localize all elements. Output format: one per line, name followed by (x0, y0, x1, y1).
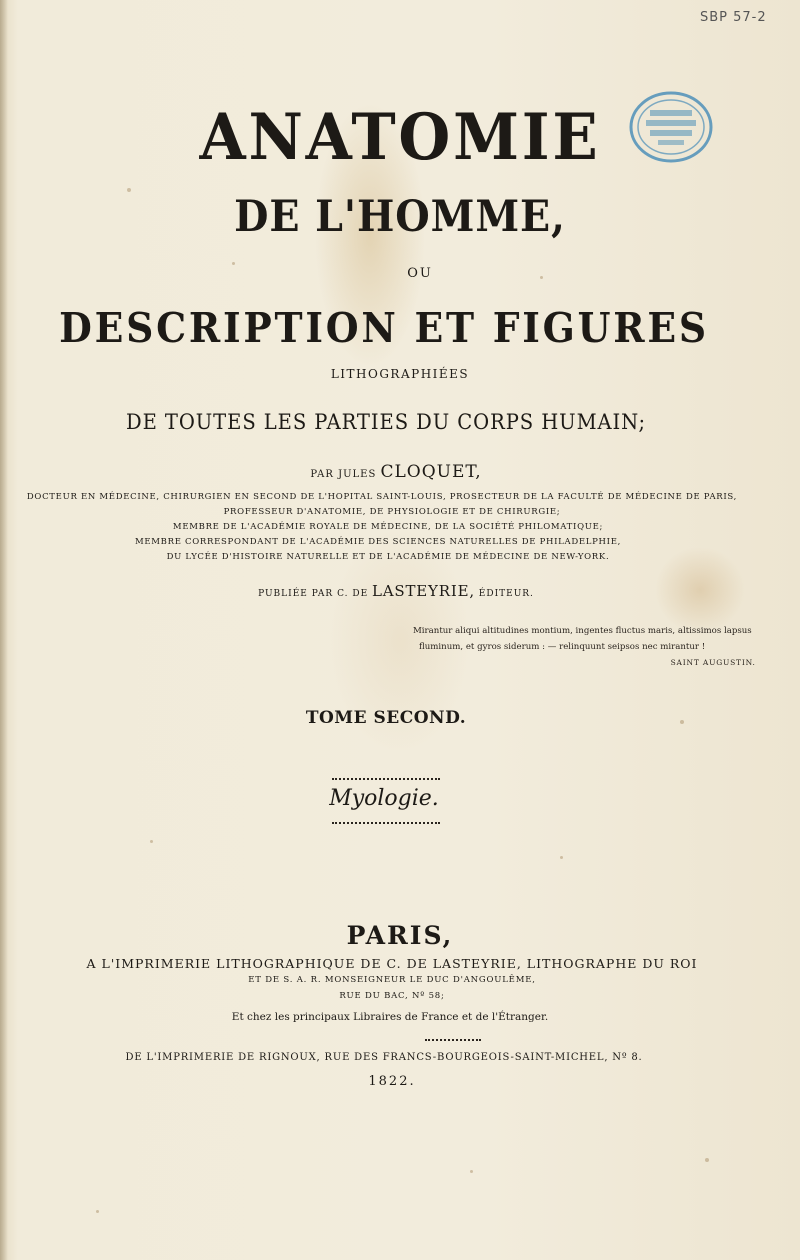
publisher-prefix: PUBLIÉE PAR C. DE (258, 589, 369, 599)
ornamental-rule (332, 778, 440, 780)
printer-line: DE L'IMPRIMERIE DE RIGNOUX, RUE DES FRANCS-BOURGEOIS-SAINT-MICHEL, Nº 8. (125, 1052, 643, 1063)
author-credential: MEMBRE CORRESPONDANT DE L'ACADÉMIE DES SCIENCES NATURELLES DE PHILADELPHIE, (134, 537, 622, 547)
epigraph (413, 623, 756, 671)
foxing-spot (96, 1210, 99, 1213)
foxing-spot (680, 720, 684, 724)
section-title: Myologie. (329, 786, 439, 811)
author-credential: DU LYCÉE D'HISTOIRE NATURELLE ET DE L'ACADÉMIE DE MÉDECINE DE NEW-YORK. (166, 552, 610, 562)
volume-label: TOME SECOND. (305, 708, 467, 728)
foxing-spot (540, 276, 543, 279)
author-line (0, 462, 796, 482)
foxing-spot (232, 262, 235, 265)
foxing-spot (560, 856, 563, 859)
imprint-line: ET DE S. A. R. MONSEIGNEUR LE DUC D'ANGOULÊME, (248, 975, 536, 985)
title-line-de-l-homme: DE L'HOMME, (234, 192, 566, 242)
publisher-name: LASTEYRIE, (372, 582, 475, 600)
ornamental-rule (425, 1039, 481, 1041)
title-conjunction: OU (407, 266, 433, 281)
page-gutter-shadow (0, 0, 8, 1260)
publisher-suffix: ÉDITEUR. (478, 589, 534, 599)
epigraph-line: fluminum, et gyros siderum : — relinquunt seipsos nec mirantur ! (419, 642, 706, 652)
epigraph-line: Mirantur aliqui altitudines montium, ingentes fluctus maris, altissimos lapsus (413, 626, 752, 636)
ornamental-rule (332, 822, 440, 824)
epigraph-source: SAINT AUGUSTIN. (670, 658, 756, 667)
author-credential: MEMBRE DE L'ACADÉMIE ROYALE DE MÉDECINE, DE LA SOCIÉTÉ PHILOMATIQUE; (172, 522, 604, 532)
imprint-line: A L'IMPRIMERIE LITHOGRAPHIQUE DE C. DE LASTEYRIE, LITHOGRAPHE DU ROI (86, 956, 698, 971)
author-name: CLOQUET, (380, 462, 482, 482)
title-line-corps-humain: DE TOUTES LES PARTIES DU CORPS HUMAIN; (125, 410, 647, 434)
title-line-anatomie: ANATOMIE (199, 100, 601, 175)
shelfmark: SBP 57-2 (700, 10, 767, 25)
imprint-line: RUE DU BAC, Nº 58; (339, 991, 445, 1001)
publisher-line (0, 582, 796, 600)
foxing-spot (150, 840, 153, 843)
imprint-line: Et chez les principaux Libraires de France et de l'Étranger. (231, 1011, 549, 1023)
title-line-description: DESCRIPTION ET FIGURES (59, 304, 709, 352)
imprint-city: PARIS, (346, 921, 454, 950)
foxing-spot (470, 1170, 473, 1173)
foxing-spot (705, 1158, 709, 1162)
author-credential: PROFESSEUR D'ANATOMIE, DE PHYSIOLOGIE ET DE CHIRURGIE; (223, 507, 561, 517)
author-credential: DOCTEUR EN MÉDECINE, CHIRURGIEN EN SECOND DE L'HOPITAL SAINT-LOUIS, PROSECTEUR DE LA FACULTÉ DE MÉDECINE DE PARIS, (26, 492, 738, 502)
publication-year: 1822. (368, 1074, 416, 1089)
foxing-spot (127, 188, 131, 192)
author-prefix: PAR JULES (310, 469, 377, 480)
title-line-lithographiees: LITHOGRAPHIÉES (330, 367, 470, 381)
